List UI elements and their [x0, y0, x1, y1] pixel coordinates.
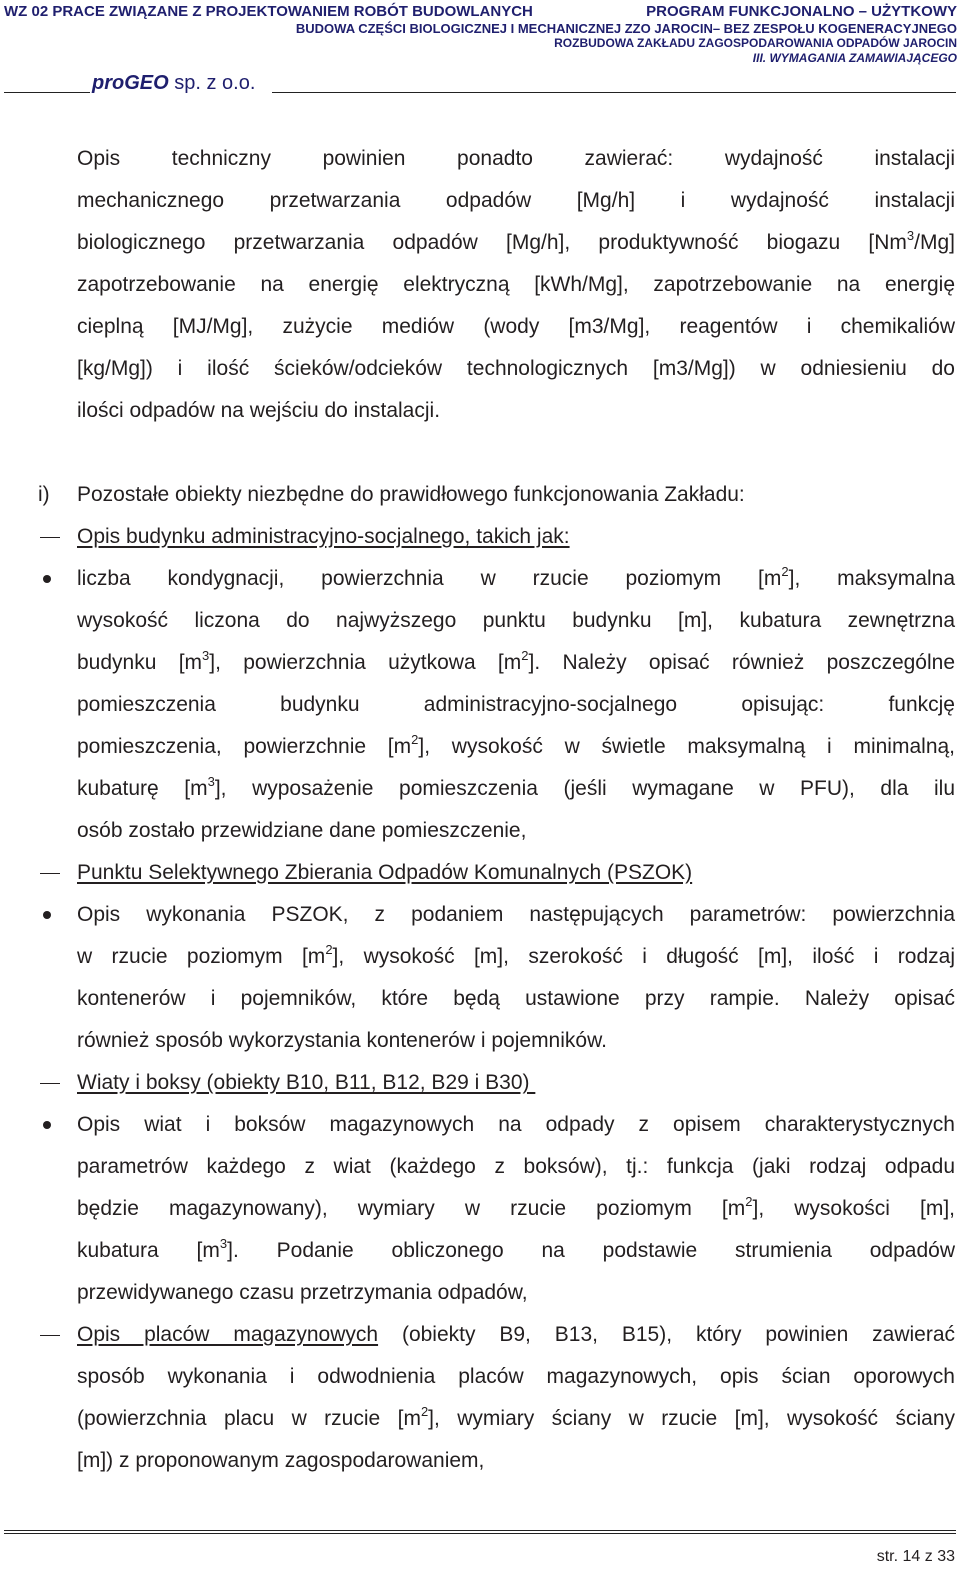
text-line: cieplną [MJ/Mg], zużycie mediów (wody [m3/Mg], reagentów i chemikaliów: [77, 315, 955, 338]
dash-marker: [40, 873, 60, 874]
text-line: będzie magazynowany), wymiary w rzucie poziomym $[m^2]$, wysokości [m],: [77, 1194, 956, 1220]
text-line: kubaturę $[m^3]$, wyposażenie pomieszczenia (jeśli wymagane w PFU), dla ilu: [77, 774, 955, 800]
text-line: w rzucie poziomym $[m^2]$, wysokość [m], szerokość i długość [m], ilość i rodzaj: [77, 942, 955, 968]
dash-item-admin-building: Opis budynku administracyjno-socjalnego, takich jak:: [77, 516, 955, 558]
dash-marker: [40, 1335, 60, 1336]
bullet-admin-building-description: [77, 558, 955, 852]
dash-item-pszok: Punktu Selektywnego Zbierania Odpadów Komunalnych (PSZOK): [77, 852, 955, 894]
text-line: liczba kondygnacji, powierzchnia w rzucie poziomym $[m^2]$, maksymalna: [77, 558, 955, 600]
paragraph-technical-description: [77, 138, 955, 432]
logo-brand: proGEO: [92, 72, 169, 94]
dash-marker: [40, 1083, 60, 1084]
text-line: kontenerów i pojemników, które będą ustawione przy rampie. Należy opisać: [77, 987, 955, 1010]
bullet-pszok-description: [77, 894, 955, 1062]
text-line: przewidywanego czasu przetrzymania odpadów,: [77, 1281, 528, 1304]
text-line: [kg/Mg]) i ilość ścieków/odcieków technologicznych [m3/Mg]) w odniesieniu do: [77, 357, 955, 380]
page-number: str. 14 z 33: [876, 1548, 955, 1565]
dash-marker: [40, 537, 60, 538]
header-document-code: WZ 02 PRACE ZWIĄZANE Z PROJEKTOWANIEM ROBÓT BUDOWLANYCH: [4, 3, 533, 20]
text-line: Opis wiat i boksów magazynowych na odpady z opisem charakterystycznych: [77, 1104, 955, 1146]
dash-item-sheds-boxes: Wiaty i boksy (obiekty B10, B11, B12, B29 i B30): [77, 1062, 955, 1104]
header-project-line: BUDOWA CZĘŚCI BIOLOGICZNEJ I MECHANICZNEJ ZZO JAROCIN– BEZ ZESPOŁU KOGENERACYJNEGO: [295, 21, 957, 36]
header-section-line: III. WYMAGANIA ZAMAWIAJĄCEGO: [752, 51, 957, 65]
dash-item-storage-yards: [77, 1314, 955, 1482]
bullet-sheds-description: [77, 1104, 955, 1314]
text-line: pomieszczenia, powierzchnie $[m^2]$, wysokość w świetle maksymalną i minimalną,: [77, 732, 956, 758]
text-line: budynku $[m^3]$, powierzchnia użytkowa $[m^2]$. Należy opisać również poszczególne: [77, 648, 956, 674]
text-line: Opis wykonania PSZOK, z podaniem następujących parametrów: powierzchnia: [77, 894, 955, 936]
text-line: Opis techniczny powinien ponadto zawierać: wydajność instalacji: [77, 147, 955, 170]
text-line: biologicznego przetwarzania odpadów [Mg/h], produktywność biogazu [Nm$^3$/Mg]: [77, 228, 955, 254]
header-program-title: PROGRAM FUNKCJONALNO – UŻYTKOWY: [646, 3, 957, 20]
text-line: zapotrzebowanie na energię elektryczną [kWh/Mg], zapotrzebowanie na energię: [77, 273, 955, 296]
bullet-marker: [43, 911, 51, 919]
text-line: pomieszczenia budynku administracyjno-socjalnego opisując: funkcję: [77, 693, 955, 716]
logo-suffix: sp. z o.o.: [168, 72, 256, 94]
header-rule-left: [4, 92, 90, 93]
text-line: kubatura $[m^3]$. Podanie obliczonego na podstawie strumienia odpadów: [77, 1236, 955, 1262]
bullet-marker: [43, 575, 51, 583]
text-line: sposób wykonania i odwodnienia placów magazynowych, opis ścian oporowych: [77, 1365, 955, 1388]
footer-rule: [4, 1530, 956, 1534]
header-rule-right: [272, 92, 956, 93]
list-marker-i: i): [38, 483, 50, 506]
text-line: [m]) z proponowanym zagospodarowaniem,: [77, 1449, 485, 1472]
text-line: mechanicznego przetwarzania odpadów [Mg/h] i wydajność instalacji: [77, 189, 955, 212]
text-line: Opis placów magazynowych (obiekty B9, B13, B15), który powinien zawierać: [77, 1314, 955, 1356]
text-line: (powierzchnia placu w rzucie $[m^2]$, wymiary ściany w rzucie [m], wysokość ściany: [77, 1404, 955, 1430]
text-line: ilości odpadów na wejściu do instalacji.: [77, 399, 441, 422]
text-line: również sposób wykorzystania kontenerów i pojemników.: [77, 1029, 607, 1052]
header-expansion-line: ROZBUDOWA ZAKŁADU ZAGOSPODAROWANIA ODPADÓW JAROCIN: [554, 36, 957, 50]
text-line: osób zostało przewidziane dane pomieszczenie,: [77, 819, 527, 842]
header-right-block: [296, 3, 957, 66]
section-i-heading: i) Pozostałe obiekty niezbędne do prawidłowego funkcjonowania Zakładu:: [77, 474, 955, 516]
company-logo: [92, 72, 255, 95]
bullet-marker: [43, 1121, 51, 1129]
document-body: [38, 138, 956, 1482]
text-line: wysokość liczona do najwyższego punktu budynku [m], kubatura zewnętrzna: [77, 609, 955, 632]
text-line: parametrów każdego z wiat (każdego z boksów), tj.: funkcja (jaki rodzaj odpadu: [77, 1155, 955, 1178]
